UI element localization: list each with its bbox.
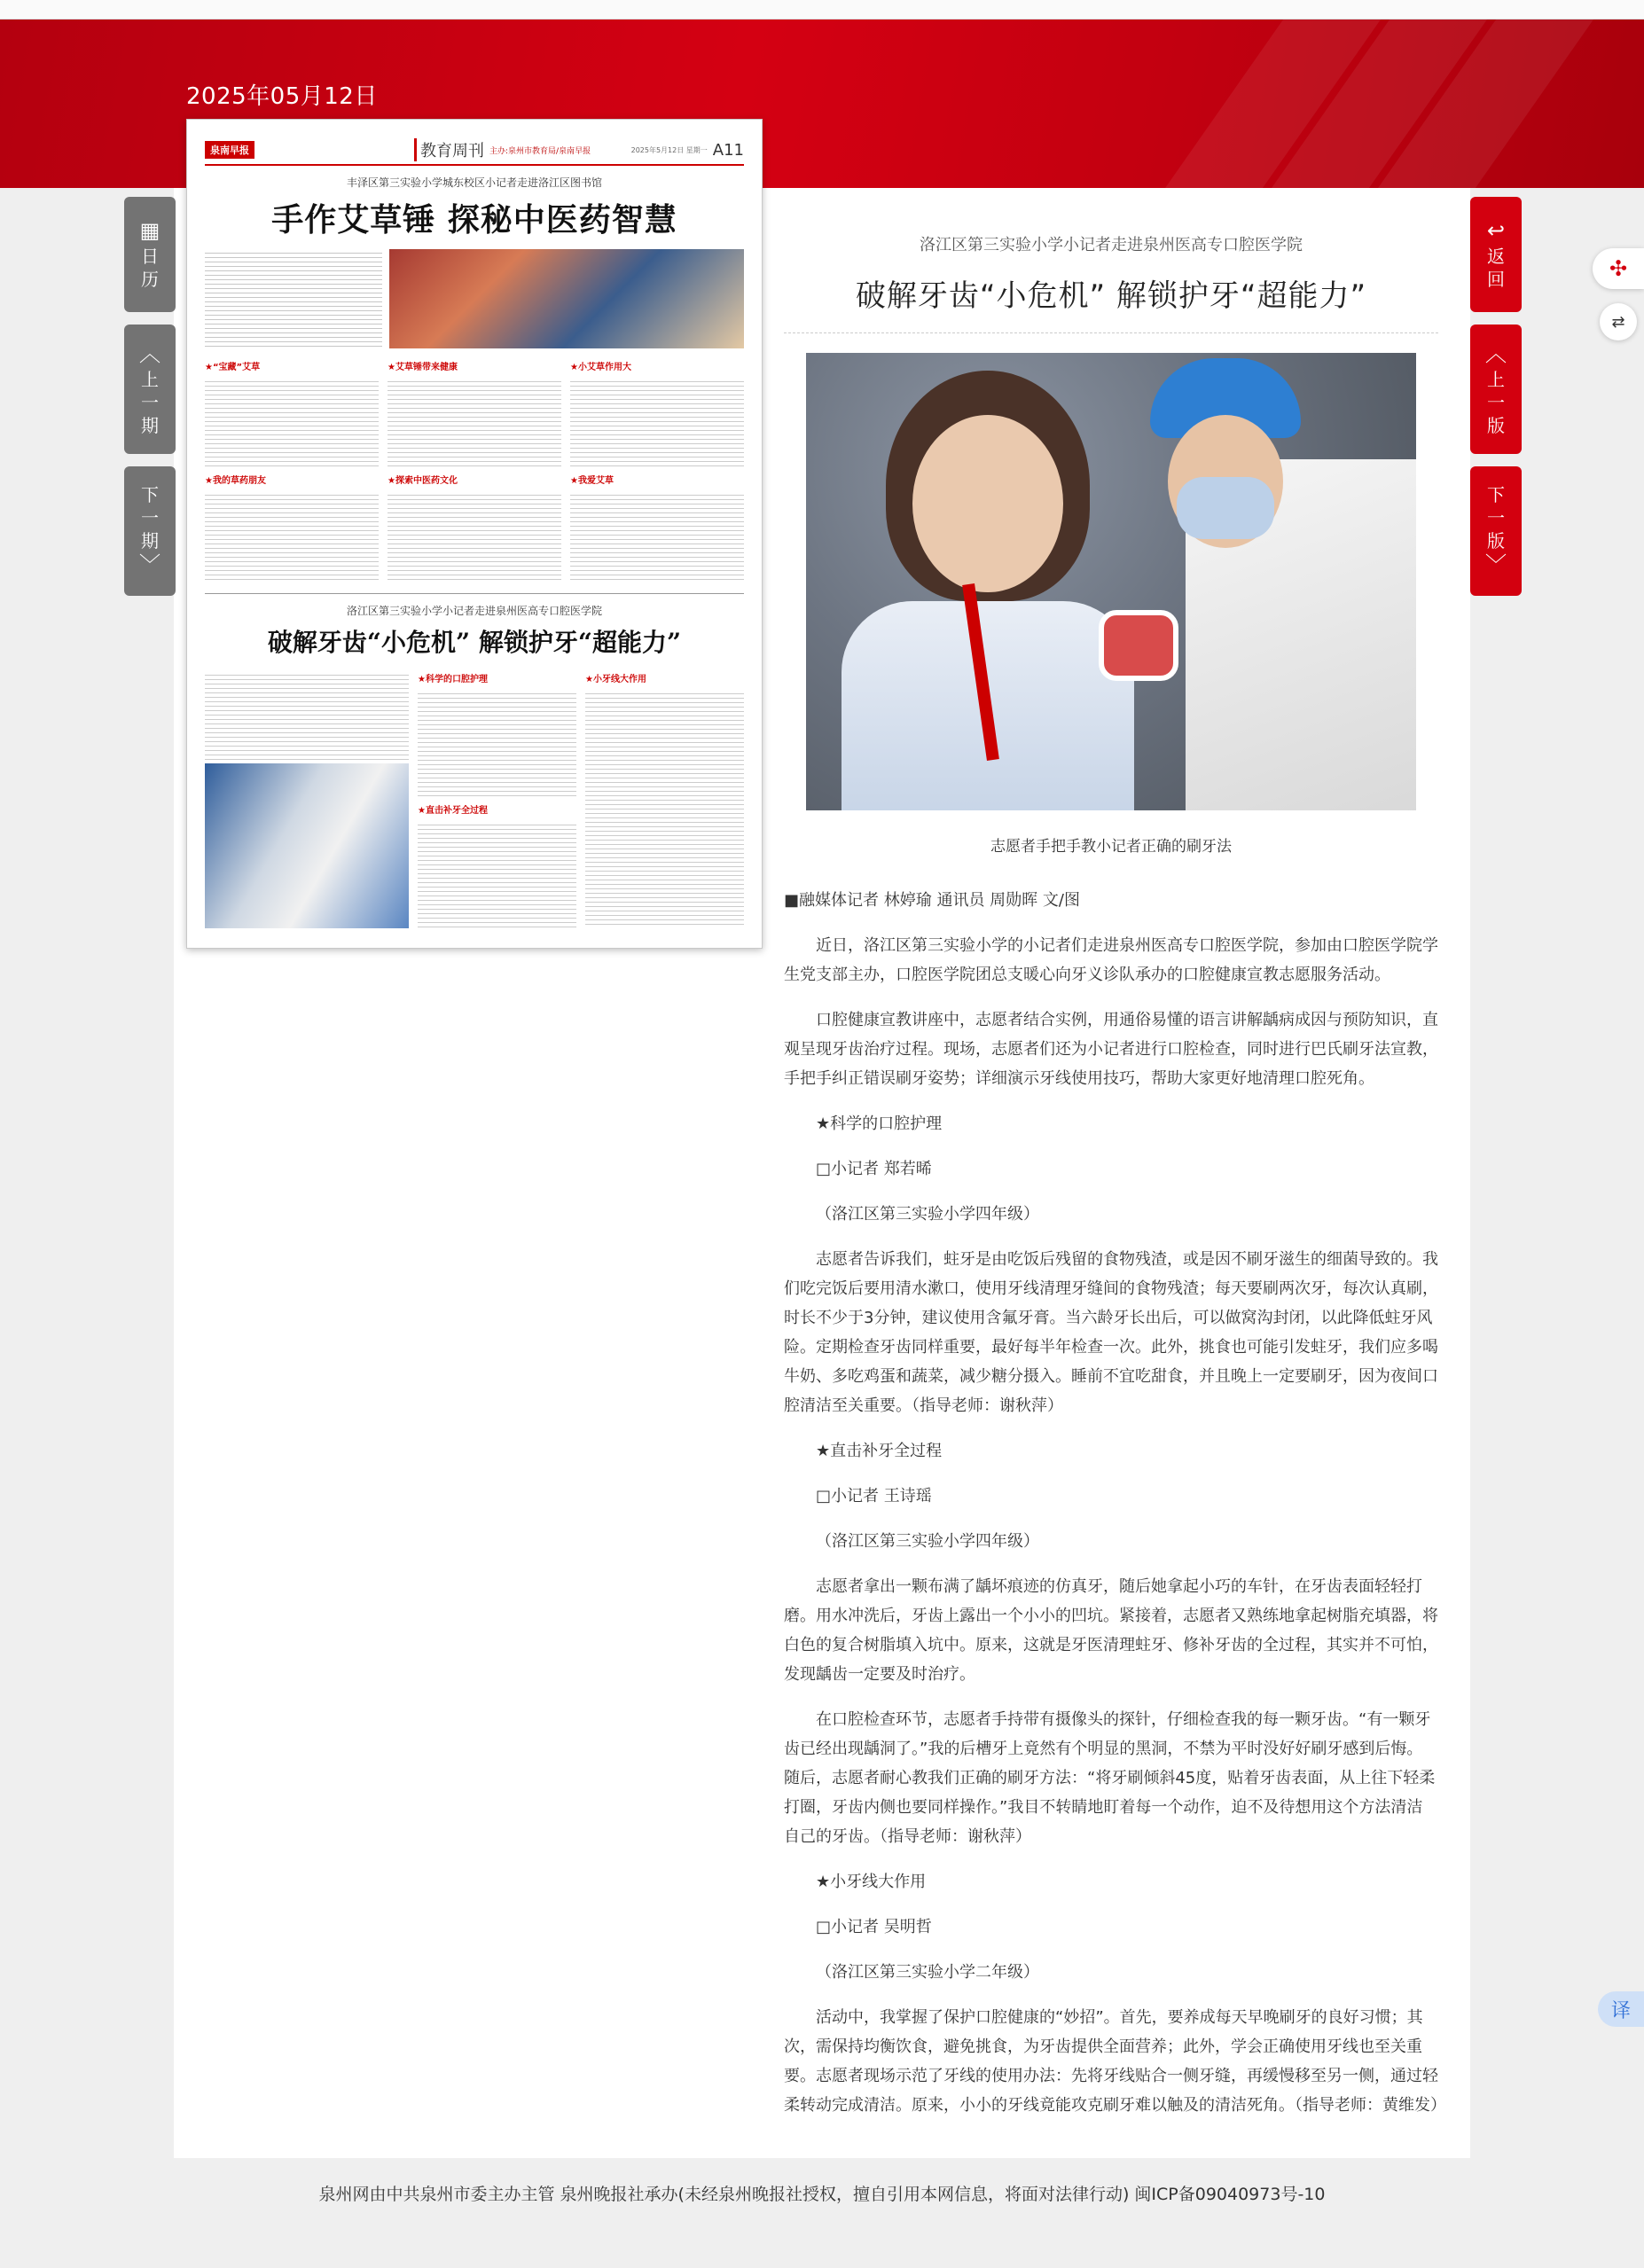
photo-caption: 志愿者手把手教小记者正确的刷牙法	[990, 838, 1232, 856]
paper-section-title: 教育周刊	[414, 138, 484, 161]
article-subhead: □小记者 王诗瑶	[816, 1487, 932, 1505]
site-footer: 泉州网由中共泉州市委主办主管 泉州晚报社承办(未经泉州晚报社授权，擅自引用本网信息，将面对法律行动) 闽ICP备09040973号-10	[318, 2185, 1326, 2204]
article-kicker: 洛江区第三实验小学小记者走进泉州医高专口腔医学院	[920, 236, 1303, 254]
calendar-icon: ▦	[139, 218, 160, 243]
paper-column	[570, 359, 744, 581]
next-page-button[interactable]	[1470, 466, 1522, 596]
newspaper-page-thumbnail[interactable]	[186, 119, 763, 949]
prev-page-button[interactable]	[1470, 325, 1522, 454]
chevron-up-icon: ︿	[139, 341, 160, 366]
next-issue-button[interactable]	[124, 466, 176, 596]
next-issue-label: 下 一 期	[141, 484, 159, 551]
paper-subtitle: ★我的草药朋友	[205, 476, 266, 486]
article-paragraph: 志愿者拿出一颗布满了龋坏痕迹的仿真牙，随后她拿起小巧的车针，在牙齿表面轻轻打磨。用水冲洗后，牙齿上露出一个小小的凹坑。紧接着，志愿者又熟练地拿起树脂充填器，将白色的复合树脂填入坑中。原来，这就是牙医清理蛀牙、修补牙齿的全过程，其实并不可怕，发现龋齿一定要及时治疗。	[784, 1577, 1438, 1684]
paper-kicker-1: 丰泽区第三实验小学城东校区小记者走进洛江区图书馆	[346, 176, 602, 189]
paper-logo: 泉南早报	[205, 141, 254, 159]
article-subhead: □小记者 郑若晞	[816, 1160, 932, 1178]
back-button[interactable]	[1470, 197, 1522, 312]
paper-subtitle: ★小牙线大作用	[585, 675, 646, 684]
title-divider	[784, 332, 1438, 333]
paper-column	[388, 359, 561, 581]
paper-subtitle: ★小艾草作用大	[570, 363, 631, 372]
calendar-button[interactable]	[124, 197, 176, 312]
calendar-label: 日 历	[141, 246, 159, 290]
chevron-up-icon: ︿	[1485, 341, 1507, 366]
paper-page-number: A11	[712, 140, 744, 160]
article	[784, 232, 1446, 2136]
article-paragraph: 活动中，我掌握了保护口腔健康的“妙招”。首先，要养成每天早晚刷牙的良好习惯；其次，需保持均衡饮食，避免挑食，为牙齿提供全面营养；此外，学会正确使用牙线也至关重要。志愿者现场示范了牙线的使用办法：先将牙线贴合一侧牙缝，再缓慢移至另一侧，通过轻柔转动完成清洁。原来，小小的牙线竟能攻克刷牙难以触及的清洁死角。（指导老师：黄维发）	[784, 2008, 1446, 2115]
return-icon: ↩	[1486, 218, 1506, 243]
paper-meta: 2025年5月12日 星期一	[630, 145, 708, 154]
paper-column	[418, 671, 576, 928]
back-label: 返 回	[1487, 246, 1505, 290]
article-paragraph: 在口腔检查环节，志愿者手持带有摄像头的探针，仔细检查我的每一颗牙齿。“有一颗牙齿已经出现龋洞了。”我的后槽牙上竟然有个明显的黑洞，不禁为平时没好好刷牙感到后悔。随后，志愿者耐心教我们正确的刷牙方法：“将牙刷倾斜45度，贴着牙齿表面，从上往下轻柔打圈，牙齿内侧也要同样操作。”我目不转睛地盯着每一个动作，迫不及待想用这个方法清洁自己的牙齿。（指导老师：谢秋萍）	[784, 1710, 1436, 1846]
paper-photo-2	[205, 763, 409, 928]
paper-section-sub: 主办:泉州市教育局/泉南早报	[489, 146, 591, 156]
translate-icon[interactable]: ⇄	[1600, 303, 1637, 340]
article-paragraph: 近日，洛江区第三实验小学的小记者们走进泉州医高专口腔医学院，参加由口腔医学院学生党支部主办，口腔医学院团总支暖心向牙义诊队承办的口腔健康宣教志愿服务活动。	[784, 936, 1438, 984]
paper-headline-2[interactable]: 破解牙齿“小危机” 解锁护牙“超能力”	[267, 628, 682, 657]
paper-column	[585, 671, 744, 928]
prev-issue-label: 上 一 期	[141, 369, 159, 436]
issue-date: 2025年05月12日	[186, 83, 378, 110]
paper-kicker-2: 洛江区第三实验小学小记者走进泉州医高专口腔医学院	[346, 605, 602, 617]
paper-masthead	[205, 139, 744, 166]
article-subhead: ★小牙线大作用	[816, 1873, 927, 1891]
prev-issue-button[interactable]	[124, 325, 176, 454]
top-bar	[0, 0, 1644, 20]
article-subhead: （洛江区第三实验小学四年级）	[816, 1532, 1039, 1551]
translate-button[interactable]: 译	[1598, 1991, 1644, 2027]
paper-text-block	[205, 671, 409, 760]
article-paragraph: 口腔健康宣教讲座中，志愿者结合实例，用通俗易懂的语言讲解龋病成因与预防知识，直观呈现牙齿治疗过程。现场，志愿者们还为小记者进行口腔检查，同时进行巴氏刷牙法宣教，手把手纠正错误刷牙姿势；详细演示牙线使用技巧，帮助大家更好地清理口腔死角。	[784, 1011, 1438, 1088]
chevron-down-icon: ﹀	[1485, 552, 1507, 577]
chevron-down-icon: ﹀	[139, 552, 160, 577]
paper-subtitle: ★“宝藏”艾草	[205, 363, 261, 372]
article-body	[784, 886, 1446, 2120]
paper-subtitle: ★直击补牙全过程	[418, 806, 488, 816]
next-page-label: 下 一 版	[1487, 484, 1505, 551]
article-subhead: □小记者 吴明哲	[816, 1918, 932, 1936]
article-title: 破解牙齿“小危机” 解锁护牙“超能力”	[855, 278, 1367, 314]
paper-column	[205, 359, 379, 581]
paper-subtitle: ★艾草锤带来健康	[388, 363, 458, 372]
article-paragraph: 志愿者告诉我们，蛀牙是由吃饭后残留的食物残渣，或是因不刷牙滋生的细菌导致的。我们吃完饭后要用清水漱口，使用牙线清理牙缝间的食物残渣；每天要刷两次牙，每次认真刷，时长不少于3分钟，建议使用含氟牙膏。当六龄牙长出后，可以做窝沟封闭，以此降低蛀牙风险。定期检查牙齿同样重要，最好每半年检查一次。此外，挑食也可能引发蛀牙，我们应多喝牛奶、多吃鸡蛋和蔬菜，减少糖分摄入。睡前不宜吃甜食，并且晚上一定要刷牙，因为夜间口腔清洁至关重要。（指导老师：谢秋萍）	[784, 1250, 1438, 1415]
paper-subtitle: ★探索中医药文化	[388, 476, 458, 486]
article-subhead: ★直击补牙全过程	[816, 1442, 943, 1460]
share-network-icon[interactable]: ✣	[1593, 248, 1644, 289]
paper-subtitle: ★我爱艾草	[570, 476, 614, 486]
paper-photo-1	[389, 249, 744, 348]
prev-page-label: 上 一 版	[1487, 369, 1505, 436]
paper-headline-1[interactable]: 手作艾草锤 探秘中医药智慧	[271, 201, 677, 239]
article-paragraph: ■融媒体记者 林婷瑜 通讯员 周勋晖 文/图	[784, 891, 1080, 910]
paper-text-block	[205, 249, 382, 348]
article-subhead: （洛江区第三实验小学二年级）	[816, 1963, 1039, 1982]
paper-subtitle: ★科学的口腔护理	[418, 675, 488, 684]
article-subhead: ★科学的口腔护理	[816, 1114, 943, 1133]
article-subhead: （洛江区第三实验小学四年级）	[816, 1205, 1039, 1224]
article-photo	[806, 353, 1416, 810]
